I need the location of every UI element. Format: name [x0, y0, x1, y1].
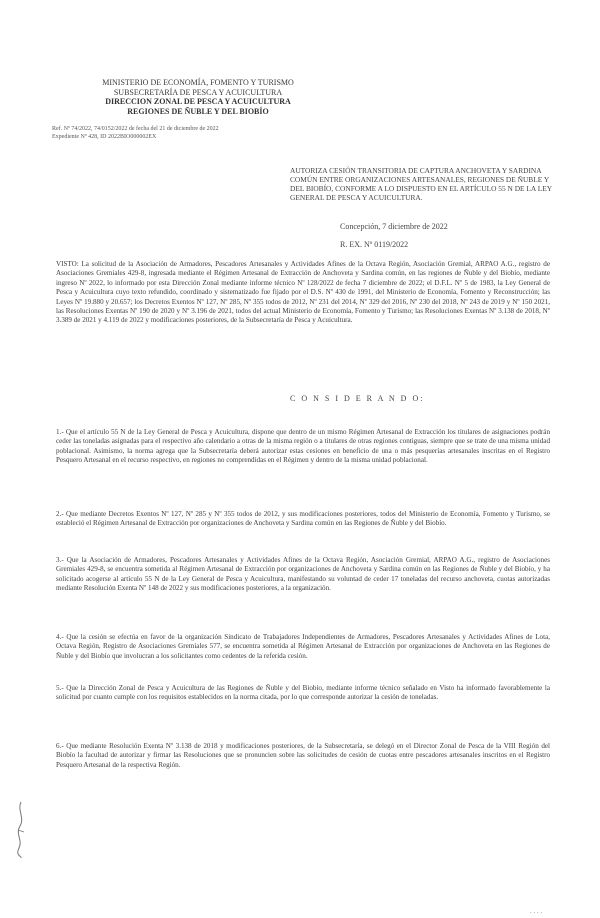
margin-signature-mark — [14, 800, 28, 860]
ministry-name: MINISTERIO DE ECONOMÍA, FOMENTO Y TURISMO — [102, 78, 294, 87]
considerando-paragraph-5: 5.- Que la Dirección Zonal de Pesca y Acuicultura de las Regiones de Ñuble y del Biobío, mediante informe técnico señalado en Visto ha informado favorablemente la solicitud por cuanto cumple con los requisitos establecidos en la norma citada, por lo que corresponde autorizar la cesión de toneladas. — [56, 684, 550, 702]
considerando-paragraph-6: 6.- Que mediante Resolución Exenta Nº 3.138 de 2018 y modificaciones posteriores, de la Subsecretaría, se delegó en el Director Zonal de Pesca de la VIII Región del Biobío la facultad de autorizar y firmar las Resoluciones que se pronuncien sobre las solicitudes de cesión de cuotas entre pescadores artesanales inscritos en el Registro Pesquero Artesanal de la respectiva Región. — [56, 742, 550, 769]
direccion-zonal-name: DIRECCION ZONAL DE PESCA Y ACUICULTURA — [105, 97, 291, 106]
considerando-paragraph-2: 2.- Que mediante Decretos Exentos Nº 127, Nº 285 y Nº 355 todos de 2012, y sus modificaciones posteriores, todos del Ministerio de Economía, Fomento y Turismo, se estableció el Régimen Artesanal de Extracción por organizaciones de Anchoveta y Sardina común en las Regiones de Ñuble y del Biobío. — [56, 510, 550, 528]
letterhead — [78, 78, 318, 116]
visto-paragraph: VISTO: La solicitud de la Asociación de Armadores, Pescadores Artesanales y Actividades Afines de la Octava Región, Asociación Gremial, ARPAO A.G., registro de Asociaciones Gremiales 429-8, ingresada mediante el Régimen Artesanal de Extracción de Anchoveta y Sardina común, en las regiones de Ñuble y del Biobío, mediante ingreso Nº 2022, lo informado por esta Dirección Zonal mediante informe técnico Nº 128/2022 de fecha 7 diciembre de 2022; el D.F.L. Nº 5 de 1983, la Ley General de Pesca y Acuicultura cuyo texto refundido, coordinado y sistematizado fue fijado por el D.S. Nº 430 de 1991, del Ministerio de Economía, Fomento y Reconstrucción; las Leyes Nº 19.880 y 20.657; los Decretos Exentos Nº 127, Nº 285, Nº 355 todos de 2012, Nº 231 del 2014, Nº 329 del 2016, Nº 230 del 2018, Nº 243 de 2019 y Nº 150 2021, las Resoluciones Exentas Nº 190 de 2020 y Nº 3.196 de 2021, todos del actual Ministerio de Economía, Fomento y Turismo; las Resoluciones Exentas Nº 3.138 de 2018, Nº 3.389 de 2021 y 4.119 de 2022 y modificaciones posteriores, de la Subsecretaría de Pesca y Acuicultura. — [56, 260, 550, 325]
place-date: Concepción, 7 diciembre de 2022 — [340, 222, 448, 231]
regiones-name: REGIONES DE ÑUBLE Y DEL BIOBÍO — [127, 106, 269, 116]
reference-line: Ref. Nº 74/2022, 74/0152/2022 de fecha del 21 de diciembre de 2022 — [52, 126, 219, 132]
subsecretaria-name: SUBSECRETARÍA DE PESCA Y ACUICULTURA — [113, 87, 283, 97]
considerando-heading: C O N S I D E R A N D O: — [290, 394, 425, 403]
resolution-number: R. EX. Nº 0119/2022 — [340, 240, 409, 249]
continuation-dots: . . . . — [530, 907, 543, 915]
expediente-line: Expediente Nº 428, ID 2022BIO000002EX — [52, 133, 157, 140]
considerando-paragraph-4: 4.- Que la cesión se efectúa en favor de la organización Sindicato de Trabajadores Independientes de Armadores, Pescadores Artesanales y Actividades Afines de Lota, Octava Región, Registro de Asociaciones Gremiales 577, se encuentra sometida al Régimen Artesanal de Extracción por organizaciones de Anchoveta en las Regiones de Ñuble y del Biobío que involucran a los solicitantes como cedentes de la referida cesión. — [56, 633, 550, 660]
resolution-title: AUTORIZA CESIÓN TRANSITORIA DE CAPTURA ANCHOVETA Y SARDINA COMÚN ENTRE ORGANIZACIONES ARTESANALES, REGIONES DE ÑUBLE Y DEL BIOBÍO, CONFORME A LO DISPUESTO EN EL ARTÍCULO 55 N DE LA LEY GENERAL DE PESCA Y ACUICULTURA. — [290, 166, 552, 202]
considerando-paragraph-3: 3.- Que la Asociación de Armadores, Pescadores Artesanales y Actividades Afines de la Octava Región, Asociación Gremial, ARPAO A.G., registro de Asociaciones Gremiales 429-8, se encuentra sometida al Régimen Artesanal de Extracción por organizaciones de Anchoveta y Sardina común en las Regiones de Ñuble y del Biobío, y ha solicitado acogerse al artículo 55 N de la Ley General de Pesca y Acuicultura, manifestando su voluntad de ceder 17 toneladas del recurso anchoveta, cuotas autorizadas mediante Resolución Exenta Nº 148 de 2022 y sus modificaciones posteriores, a la organización. — [56, 556, 550, 593]
considerando-paragraph-1: 1.- Que el artículo 55 N de la Ley General de Pesca y Acuicultura, dispone que dentro de un mismo Régimen Artesanal de Extracción los titulares de asignaciones podrán ceder las toneladas asignadas para el respectivo año calendario a otras de la misma región o a titulares de otras regiones contiguas, siempre que se trate de una misma unidad poblacional. Asimismo, la norma agrega que la Subsecretaría deberá autorizar estas cesiones en beneficio de una o más pesquerías artesanales inscritas en el Registro Pesquero Artesanal en el recurso respectivo, en regiones no comprendidas en el Régimen y dentro de la misma unidad poblacional. — [56, 428, 550, 465]
reference-block — [52, 126, 312, 141]
